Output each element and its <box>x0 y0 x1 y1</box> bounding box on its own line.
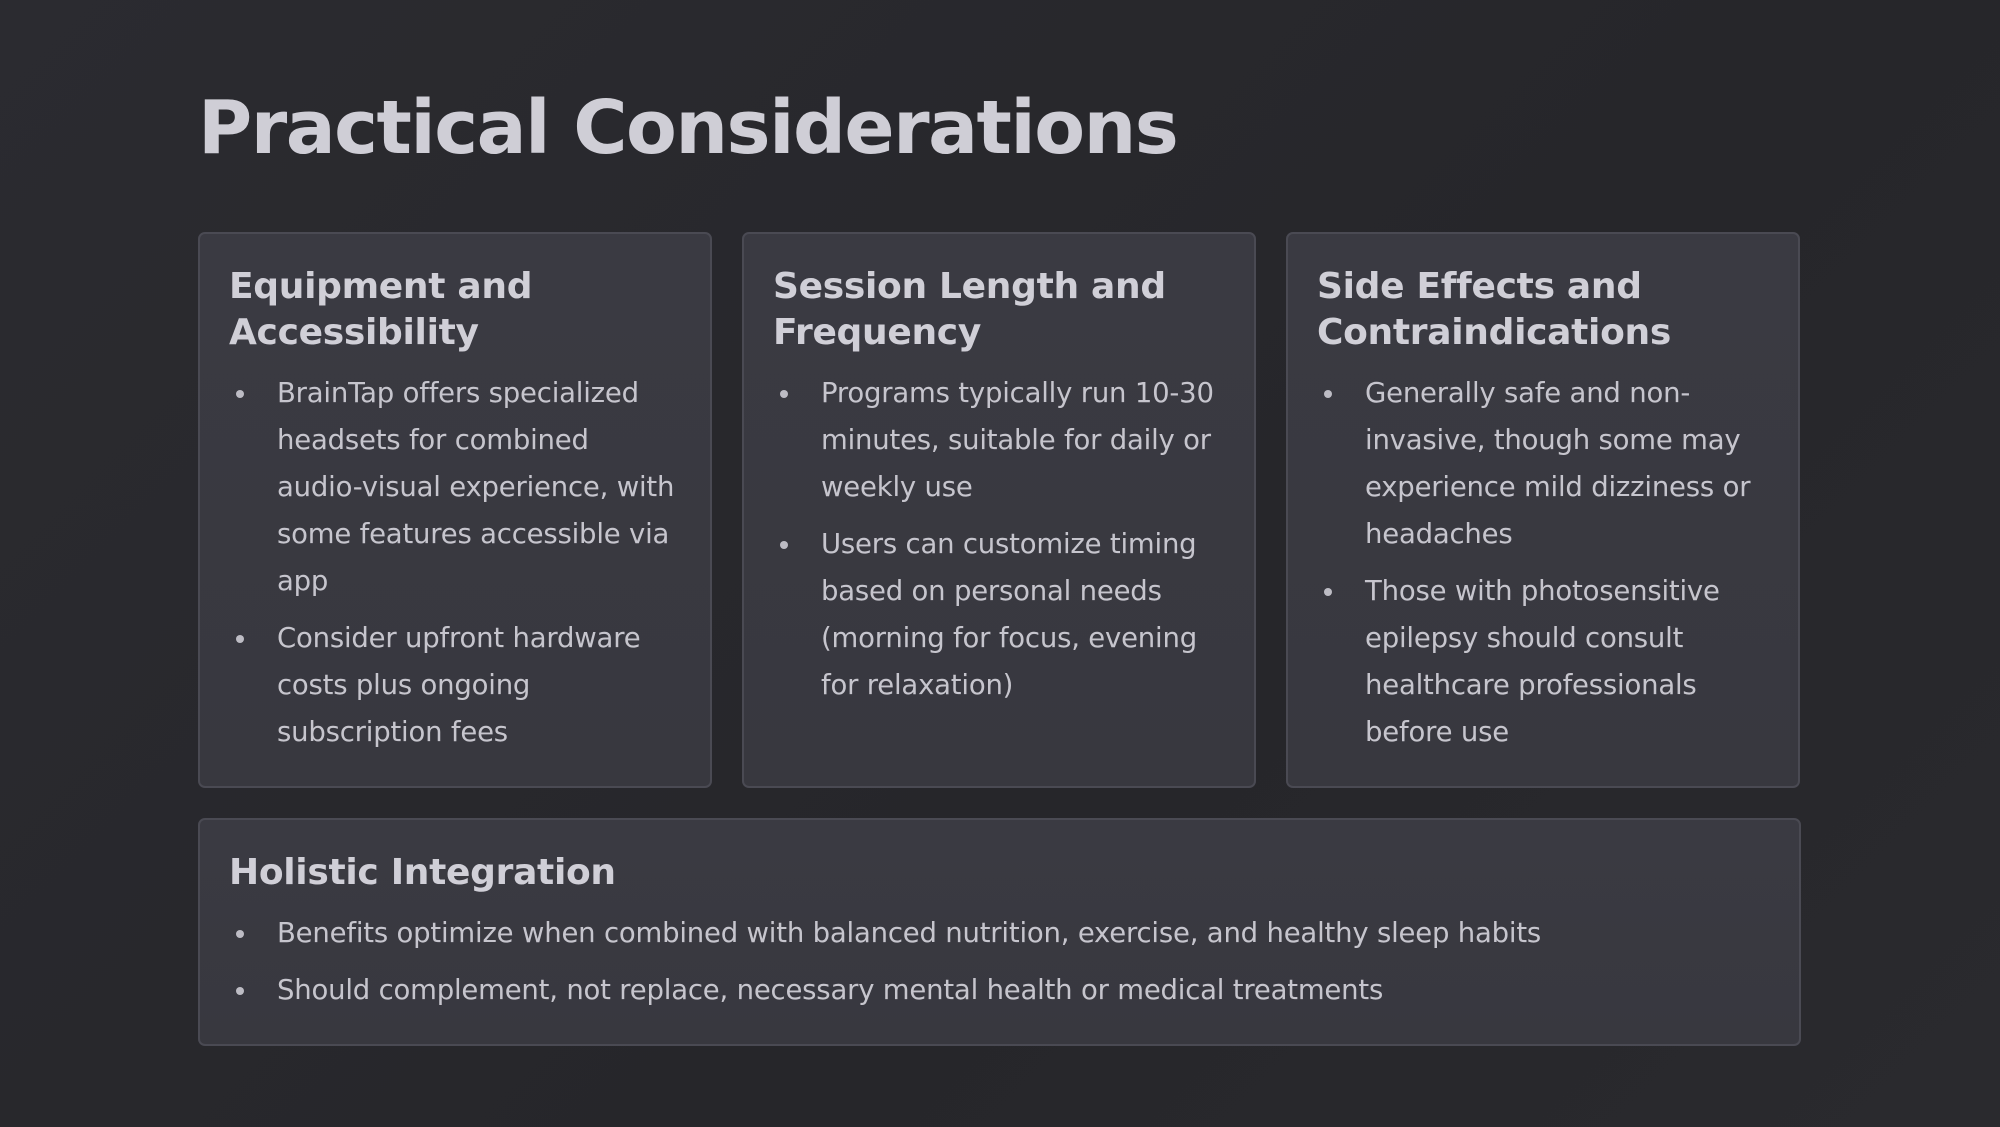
bullet-item <box>1317 568 1768 756</box>
bullet-text: Users can customize timing based on personal needs (morning for focus, evening for relaxation) <box>821 528 1197 701</box>
bullet-item <box>229 370 680 605</box>
bullet-item <box>229 910 1769 957</box>
bullet-text: Benefits optimize when combined with balanced nutrition, exercise, and healthy sleep habits <box>277 917 1542 949</box>
bullet-text: Should complement, not replace, necessary mental health or medical treatments <box>277 974 1384 1006</box>
card-title: Session Length and Frequency <box>773 266 1166 353</box>
bullet-item <box>773 521 1224 709</box>
bullet-dot-icon <box>780 541 788 549</box>
bullet-item <box>1317 370 1768 558</box>
bullet-dot-icon <box>236 987 244 995</box>
cards-row <box>198 232 1801 788</box>
bullet-text: Generally safe and non-invasive, though some may experience mild dizziness or headaches <box>1365 377 1751 550</box>
card-equipment-accessibility <box>198 232 712 788</box>
bullet-dot-icon <box>236 930 244 938</box>
bullet-list <box>773 370 1224 709</box>
card-title: Holistic Integration <box>229 852 616 893</box>
bullet-item <box>229 615 680 756</box>
bullet-list <box>229 370 680 756</box>
bullet-item <box>773 370 1224 511</box>
bullet-text: Programs typically run 10-30 minutes, suitable for daily or weekly use <box>821 377 1214 503</box>
bullet-text: Those with photosensitive epilepsy should consult healthcare professionals before use <box>1365 575 1720 748</box>
bullet-item <box>229 967 1769 1014</box>
page-title: Practical Considerations <box>198 85 1178 171</box>
card-side-effects <box>1286 232 1800 788</box>
card-title: Equipment and Accessibility <box>229 266 533 353</box>
slide <box>198 84 1801 1006</box>
bullet-dot-icon <box>236 635 244 643</box>
card-holistic-integration <box>198 818 1801 1046</box>
bullet-dot-icon <box>1324 390 1332 398</box>
bullet-list <box>1317 370 1768 756</box>
bullet-text: Consider upfront hardware costs plus ongoing subscription fees <box>277 622 641 748</box>
bullet-dot-icon <box>236 390 244 398</box>
bullet-dot-icon <box>1324 588 1332 596</box>
bullet-text: BrainTap offers specialized headsets for combined audio-visual experience, with some features accessible via app <box>277 377 675 597</box>
bullet-list <box>229 910 1769 1014</box>
bullet-dot-icon <box>780 390 788 398</box>
card-title: Side Effects and Contraindications <box>1317 266 1671 353</box>
card-session-length <box>742 232 1256 788</box>
